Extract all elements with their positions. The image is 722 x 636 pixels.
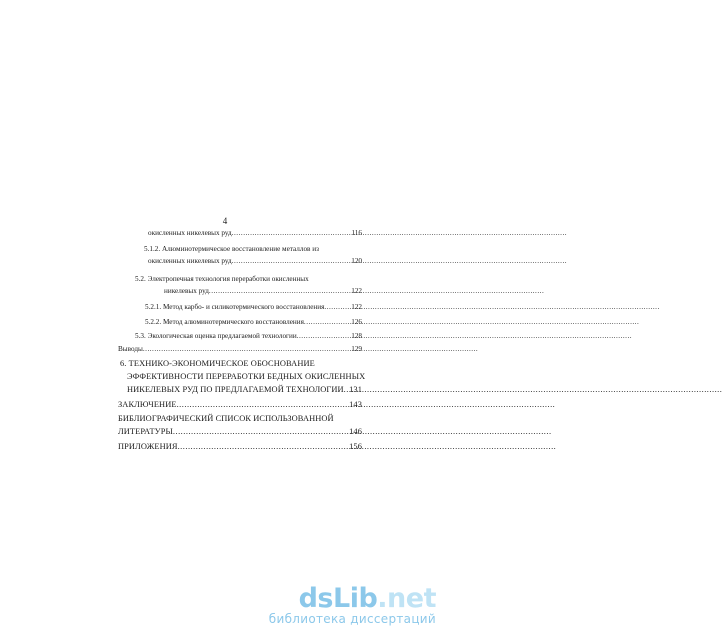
toc-entry-text: ПРИЛОЖЕНИЯ	[118, 442, 178, 451]
toc-entry-page: 146	[349, 427, 362, 436]
watermark-logo	[269, 585, 436, 612]
toc-leader-dots	[232, 257, 352, 265]
toc-entry	[118, 372, 366, 385]
toc-leader-dots	[297, 332, 352, 340]
toc-leader-dots	[177, 400, 350, 409]
toc-entry	[118, 414, 362, 427]
toc-entry	[118, 257, 362, 275]
table-of-contents	[118, 229, 366, 456]
toc-entry-text: 5.2. Электропечная технология переработки окисленных	[135, 275, 309, 283]
toc-entry	[118, 245, 362, 257]
watermark-logo-main: dsLib	[298, 583, 378, 614]
toc-entry-page: 122	[351, 303, 362, 311]
toc-leader-dots	[143, 345, 351, 353]
toc-entry	[118, 442, 362, 456]
toc-entry	[118, 332, 362, 345]
toc-entry-text: окисленных никелевых руд	[148, 229, 232, 237]
toc-entry	[118, 400, 362, 414]
toc-entry-text: 5.3. Экологическая оценка предлагаемой технологии	[135, 332, 297, 340]
toc-entry	[118, 303, 362, 318]
toc-entry-page: 156	[349, 442, 362, 451]
toc-entry-page: 131	[349, 385, 362, 394]
toc-entry-page: 126	[351, 318, 362, 326]
watermark-subtitle: библиотека диссертаций	[268, 612, 436, 626]
toc-leader-dots	[209, 287, 351, 295]
toc-entry-page: 143	[349, 400, 362, 409]
toc-entry-text: ЭФФЕКТИВНОСТИ ПЕРЕРАБОТКИ БЕДНЫХ ОКИСЛЕННЫХ	[127, 372, 366, 381]
toc-entry-text: 5.2.2. Метод алюминотермического восстановления	[145, 318, 304, 326]
toc-entry-text: БИБЛИОГРАФИЧЕСКИЙ СПИСОК ИСПОЛЬЗОВАННОЙ	[118, 414, 334, 423]
dslib-watermark	[269, 585, 436, 626]
toc-entry-text: НИКЕЛЕВЫХ РУД ПО ПРЕДЛАГАЕМОЙ ТЕХНОЛОГИИ	[127, 385, 344, 394]
toc-entry-text: Выводы	[118, 345, 143, 353]
toc-entry	[118, 275, 362, 287]
toc-entry-page: 116	[351, 229, 362, 237]
toc-entry-text: ЛИТЕРАТУРЫ	[118, 427, 173, 436]
toc-leader-dots	[232, 229, 352, 237]
toc-entry-text: окисленных никелевых руд	[148, 257, 232, 265]
toc-entry	[118, 345, 362, 359]
page-number: 4	[222, 216, 228, 226]
toc-leader-dots	[178, 442, 350, 451]
toc-entry-page: 128	[351, 332, 362, 340]
toc-entry-page: 129	[351, 345, 362, 353]
toc-entry-page: 120	[351, 257, 362, 265]
toc-leader-dots	[304, 318, 351, 326]
toc-leader-dots	[173, 427, 349, 436]
toc-entry	[118, 427, 362, 442]
toc-entry	[118, 385, 362, 400]
toc-entry	[118, 318, 362, 332]
watermark-logo-domain: .net	[377, 583, 436, 614]
toc-entry	[118, 287, 362, 303]
toc-entry-text: 5.2.1. Метод карбо- и силикотермического восстановления	[145, 303, 325, 311]
toc-entry	[118, 229, 362, 245]
toc-entry-page: 122	[351, 287, 362, 295]
toc-entry-text: 6. ТЕХНИКО-ЭКОНОМИЧЕСКОЕ ОБОСНОВАНИЕ	[120, 359, 315, 368]
toc-leader-dots	[324, 303, 351, 311]
toc-entry-text: ЗАКЛЮЧЕНИЕ	[118, 400, 177, 409]
toc-entry	[118, 359, 362, 372]
toc-entry-text: 5.1.2. Алюминотермическое восстановление металлов из	[144, 245, 319, 253]
toc-entry-text: никелевых руд	[164, 287, 209, 295]
